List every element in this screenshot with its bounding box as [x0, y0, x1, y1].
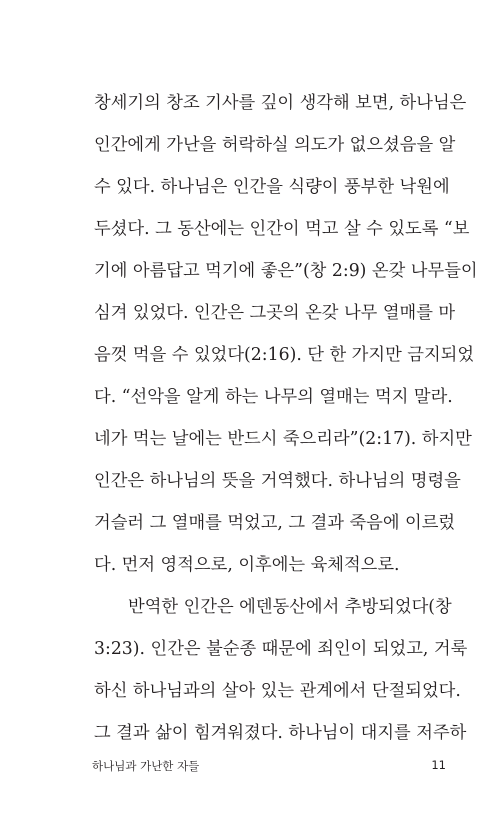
text-line: 거슬러 그 열매를 먹었고, 그 결과 죽음에 이르렀 — [94, 513, 456, 533]
text-line: 다. 먼저 영적으로, 이후에는 육체적으로. — [94, 555, 400, 575]
text-line: 인간은 하나님의 뜻을 거역했다. 하나님의 명령을 — [94, 471, 461, 491]
text-line: 하신 하나님과의 살아 있는 관계에서 단절되었다. — [94, 681, 461, 701]
text-line: 네가 먹는 날에는 반드시 죽으리라”(2:17). 하지만 — [94, 429, 472, 449]
text-line: 다. “선악을 알게 하는 나무의 열매는 먹지 말라. — [94, 387, 453, 407]
text-line: 반역한 인간은 에덴동산에서 추방되었다(창 — [128, 597, 452, 617]
text-line: 기에 아름답고 먹기에 좋은”(창 2:9) 온갖 나무들이 — [94, 261, 478, 281]
page-number: 11 — [431, 758, 446, 772]
text-line: 3:23). 인간은 불순종 때문에 죄인이 되었고, 거룩 — [94, 639, 468, 659]
text-line: 인간에게 가난을 허락하실 의도가 없으셨음을 알 — [94, 135, 456, 155]
text-line: 그 결과 삶이 힘겨워졌다. 하나님이 대지를 저주하 — [94, 723, 467, 743]
text-line: 창세기의 창조 기사를 깊이 생각해 보면, 하나님은 — [94, 93, 467, 113]
body-text — [94, 82, 478, 754]
running-footer-title: 하나님과 가난한 자들 — [92, 759, 200, 773]
text-line: 심겨 있었다. 인간은 그곳의 온갖 나무 열매를 마 — [94, 303, 456, 323]
text-line: 수 있다. 하나님은 인간을 식량이 풍부한 낙원에 — [94, 177, 450, 197]
text-line: 두셨다. 그 동산에는 인간이 먹고 살 수 있도록 “보 — [94, 219, 470, 239]
text-line: 음껏 먹을 수 있었다(2:16). 단 한 가지만 금지되었 — [94, 345, 475, 365]
